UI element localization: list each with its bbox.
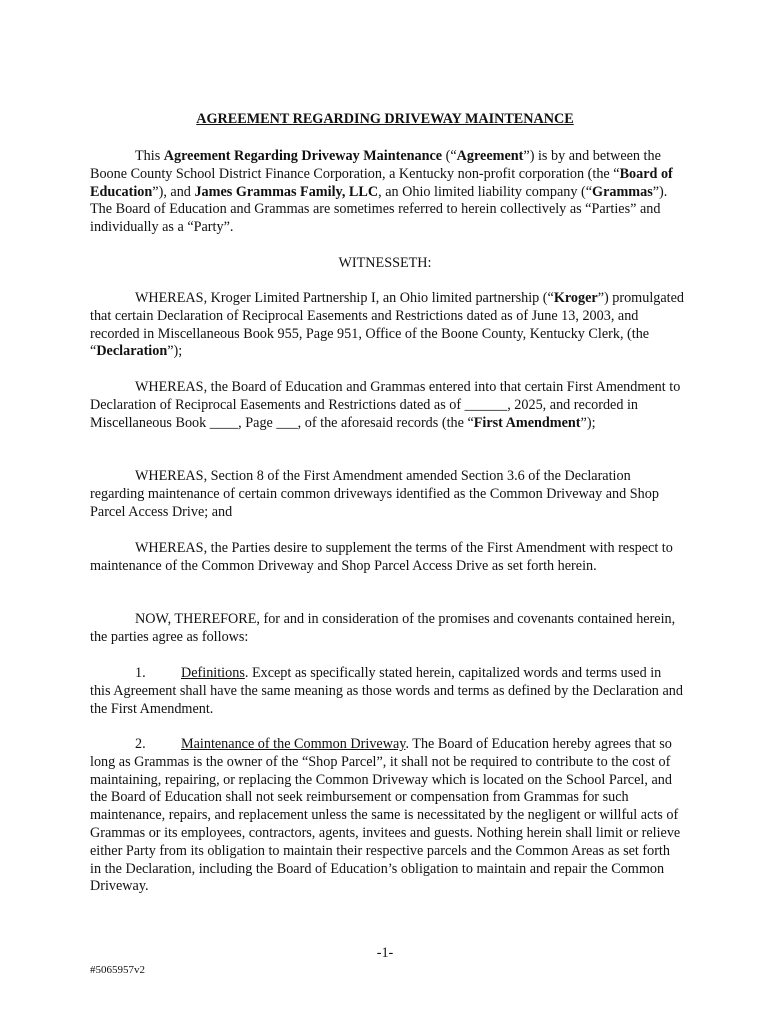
whereas-text: WHEREAS, the Board of Education and Grammas entered into that certain First Amendment to Declaration of Reciprocal Easements and Restrictions dated as of ______, 2025, and recorded in Miscellaneous Book ____, Page ___, of the aforesaid records (the “ [90,379,681,431]
intro-bold-grammas: Grammas [592,183,653,200]
document-title: AGREEMENT REGARDING DRIVEWAY MAINTENANCE [196,111,574,127]
intro-text: (“ [442,148,457,164]
whereas-paragraph-3: WHEREAS, Section 8 of the First Amendment amended Section 3.6 of the Declaration regarding maintenance of certain common driveways identified as the Common Driveway and Shop Parcel Access Drive; and [90,468,659,520]
whereas-text: ”) promulgated that certain Declaration of Reciprocal Easements and Restrictions dated as of June 13, 2003, and recorded in Miscellaneous Book 955, Page 951, Office of the Boone County, Kentucky Clerk, (the “ [90,290,684,360]
whereas-bold-first-amendment: First Amendment [473,414,581,431]
intro-bold-agreement-name: Agreement Regarding Driveway Maintenance [163,148,443,164]
section-heading: Definitions [181,665,245,681]
section-text: . The Board of Education hereby agrees that so long as Grammas is the owner of the “Shop Parcel”, it shall not be required to contribute to the cost of maintaining, repairing, or replacing the Common Driveway which is located on the School Parcel, and the Board of Education shall not seek reimbursement or compensation from Grammas for such maintenance, repairs, and replacement unless the same is necessitated by the negligent or willful acts of Grammas or its employees, contractors, agents, invitees and guests. Nothing herein shall limit or relieve either Party from its obligation to maintain their respective parcels and the Common Areas as set forth in the Declaration, including the Board of Education’s obligation to maintain and repair the Common Driveway. [90,736,681,895]
now-therefore-paragraph: NOW, THEREFORE, for and in consideration of the promises and covenants contained herein, the parties agree as follows: [90,611,676,645]
section-1-definitions [90,665,684,718]
whereas-bold-declaration: Declaration [96,343,168,360]
section-2-maintenance [90,736,684,896]
whereas-paragraph-2 [90,379,684,432]
intro-text: , an Ohio limited liability company (“ [378,183,593,200]
witnesseth-heading: WITNESSETH: [338,255,432,271]
section-heading: Maintenance of the Common Driveway [181,736,406,752]
intro-bold-grammas-family: James Grammas Family, LLC [194,183,379,200]
whereas-text: WHEREAS, Kroger Limited Partnership I, an Ohio limited partnership (“ [135,290,554,306]
whereas-paragraph-1 [90,290,684,361]
whereas-bold-kroger: Kroger [553,290,598,306]
section-number: 1. [135,665,146,681]
section-number: 2. [135,736,146,752]
document-id: #5065957v2 [90,964,145,976]
page-number: -1- [376,945,394,961]
section-text: . Except as specifically stated herein, capitalized words and terms used in this Agreement shall have the same meaning as those words and terms as defined by the Declaration and the First Amendment. [90,665,683,717]
whereas-text: ”); [167,343,183,360]
intro-text: This [135,148,164,164]
whereas-paragraph-4: WHEREAS, the Parties desire to supplement the terms of the First Amendment with respect to maintenance of the Common Driveway and Shop Parcel Access Drive as set forth herein. [90,540,673,574]
whereas-text: ”); [580,414,596,431]
intro-bold-board: Board of Education [90,165,673,200]
intro-paragraph [90,148,684,237]
intro-text: ”). The Board of Education and Grammas are sometimes referred to herein collectively as “Parties” and individually as a “Party”. [90,183,668,236]
intro-text: ”) is by and between the Boone County School District Finance Corporation, a Kentucky non-profit corporation (the “ [90,148,661,182]
intro-text: ”), and [152,183,195,200]
intro-bold-agreement: Agreement [456,148,524,164]
